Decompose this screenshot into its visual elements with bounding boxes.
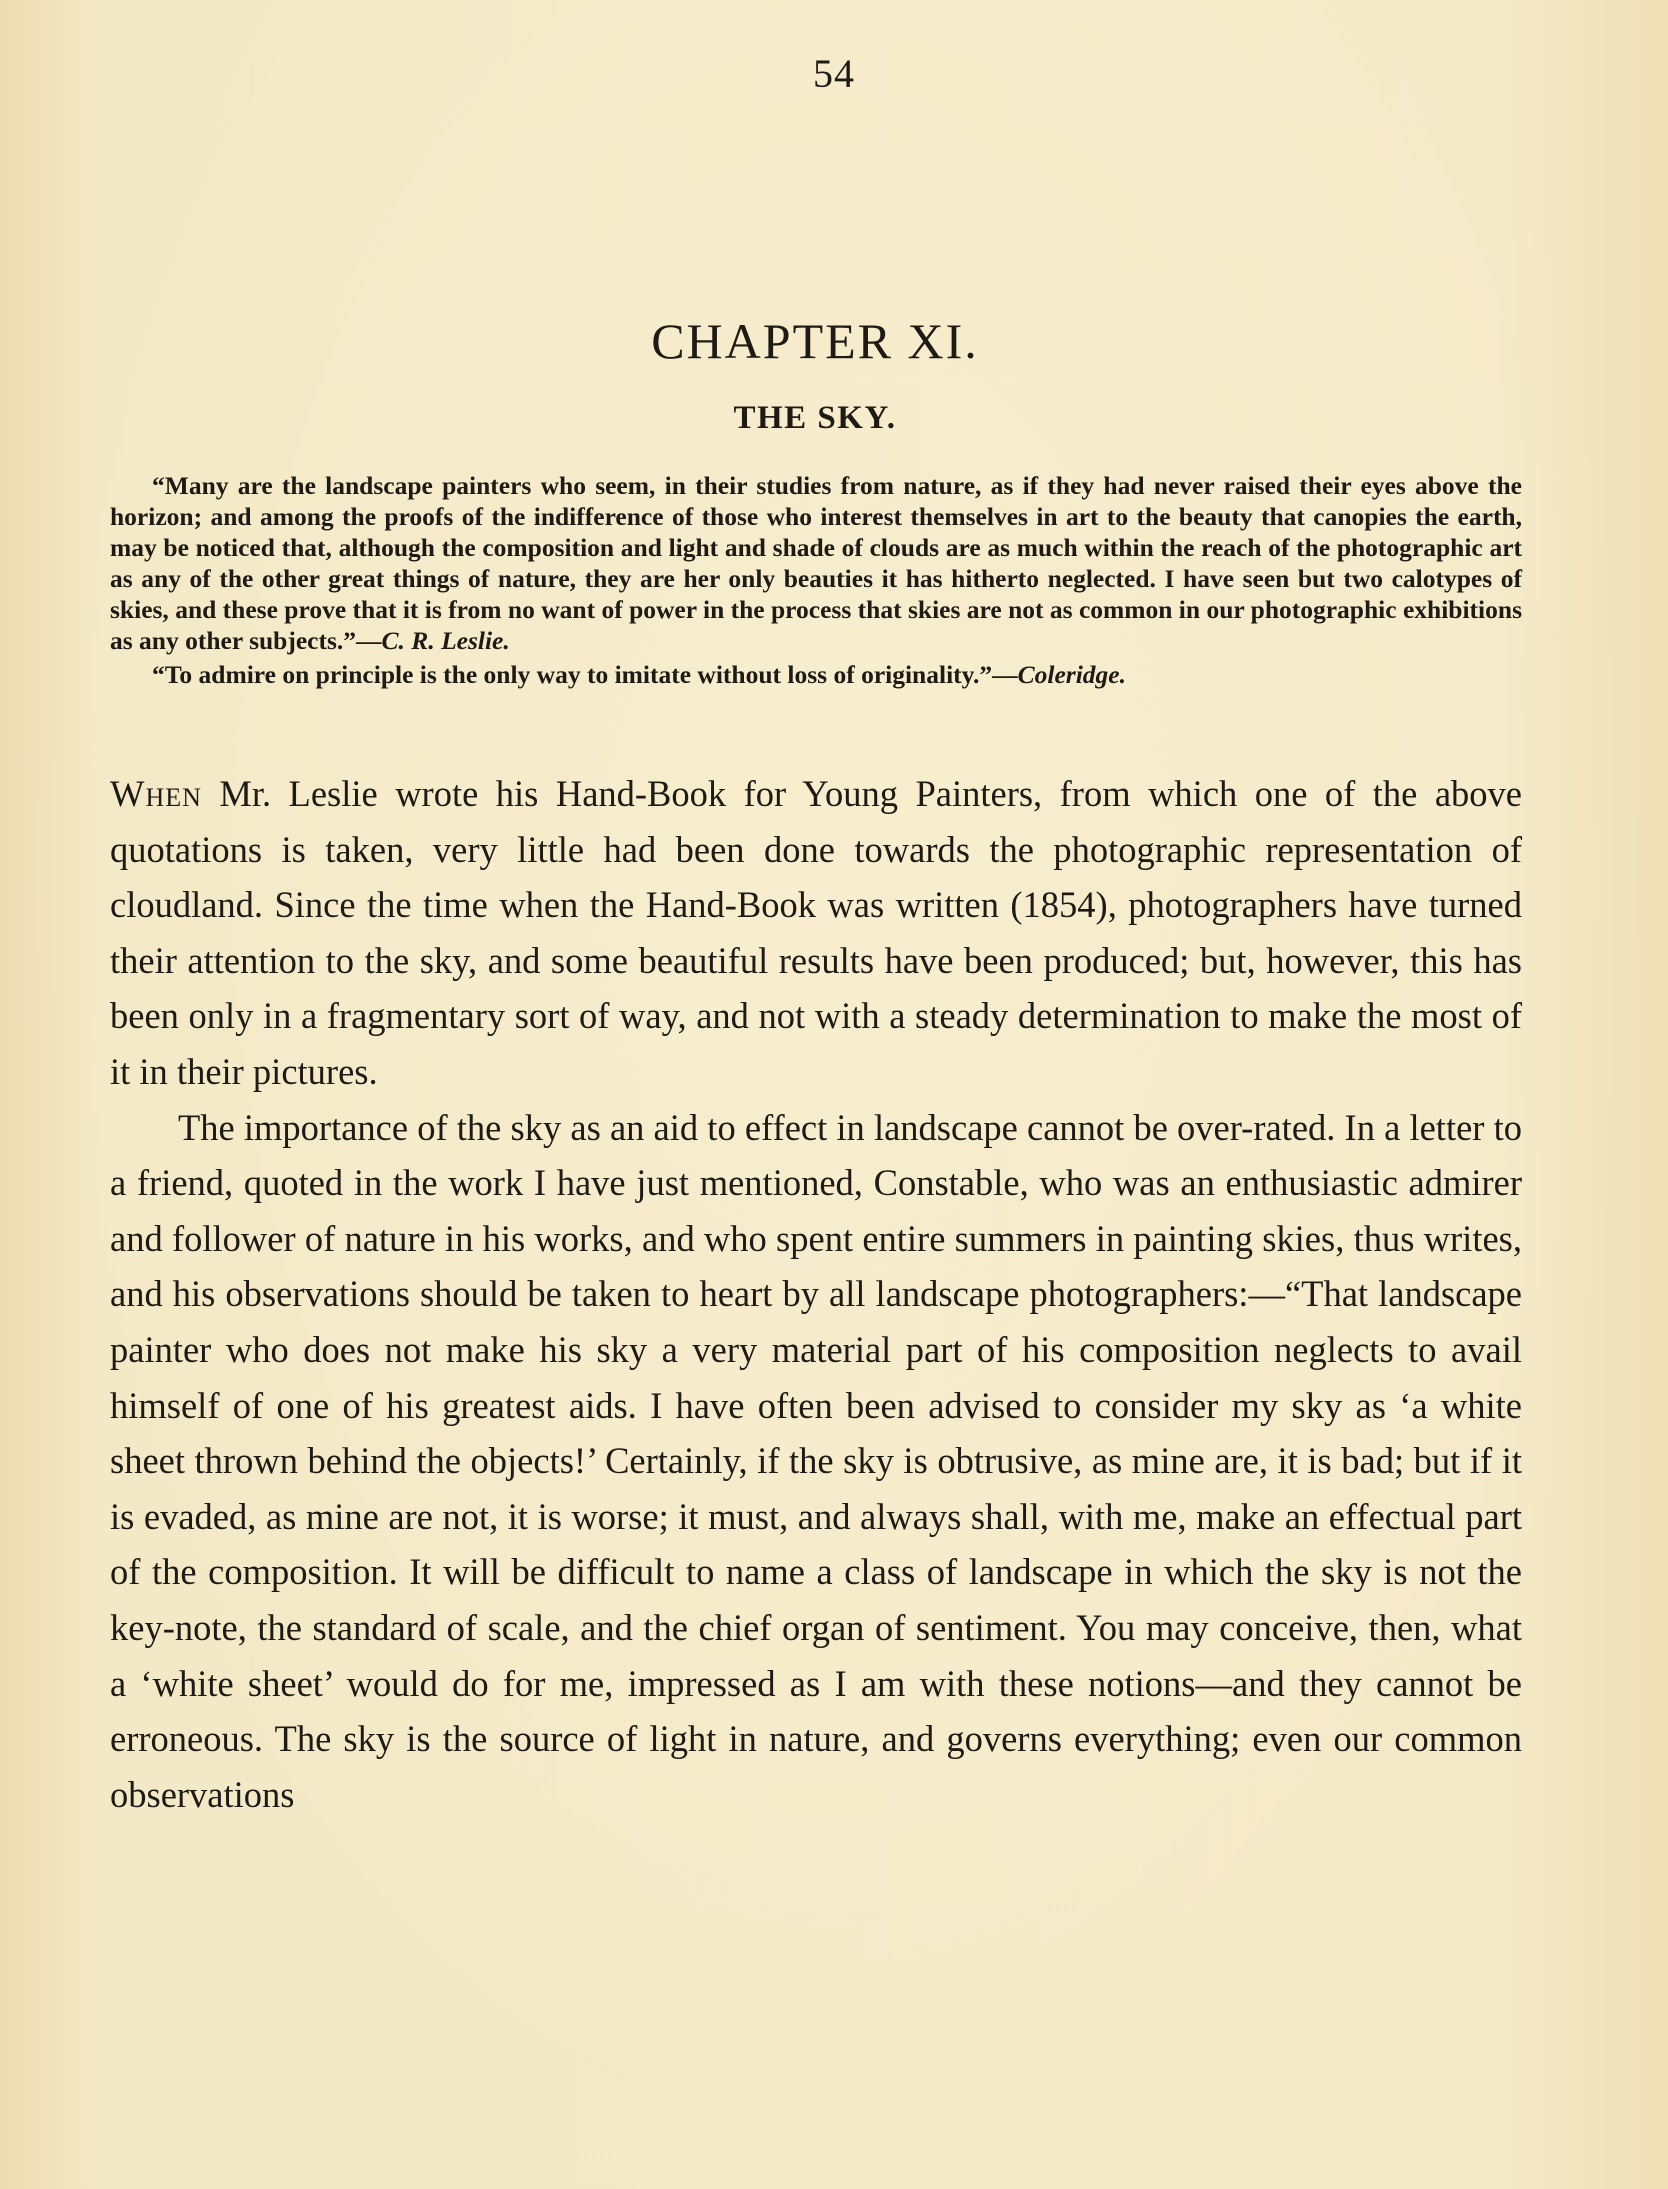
page-number: 54 xyxy=(813,51,855,96)
chapter-subtitle: THE SKY. xyxy=(733,400,897,436)
paragraph-text: The importance of the sky as an aid to effect in landscape cannot be over-rated. In a letter to a friend, quoted in the work I have just mentioned, Constable, who was an enthusiastic admirer and follower of nature in his works, and who spent entire summers in painting skies, thus writes, and his observations should be taken to heart by all landscape photographers:—“That landscape painter who does not make his sky a very material part of his composition neglects to avail himself of one of his greatest aids. I have often been advised to consider my sky as ‘a white sheet thrown behind the objects!’ Certainly, if the sky is obtrusive, as mine are, it is bad; but if it is evaded, as mine are not, it is worse; it must, and always shall, with me, make an effectual part of the composition. It will be difficult to name a class of landscape in which the sky is not the key-note, the standard of scale, and the chief organ of sentiment. You may conceive, then, what a ‘white sheet’ would do for me, impressed as I am with these notions—and they cannot be erroneous. The sky is the source of light in nature, and governs everything; even our common observations xyxy=(110,1106,1522,1815)
epigraph-text: “To admire on principle is the only way to imitate without loss of originality.”— xyxy=(152,660,1018,689)
epigraph-leslie xyxy=(110,470,1522,656)
epigraph-coleridge xyxy=(110,659,1522,690)
body-text xyxy=(110,766,1522,1822)
epigraph-attribution: C. R. Leslie. xyxy=(381,626,510,655)
epigraph-text: “Many are the landscape painters who seem, in their studies from nature, as if they had never raised their eyes above the horizon; and among the proofs of the indifference of those who interest themselves in art to the beauty that canopies the earth, may be noticed that, although the composition and light and shade of clouds are as much within the reach of the photographic art as any of the other great things of nature, they are her only beauties it has hitherto neglected. I have seen but two calotypes of skies, and these prove that it is from no want of power in the process that skies are not as common in our photographic exhibitions as any other subjects.”— xyxy=(110,471,1522,655)
chapter-title: CHAPTER XI. xyxy=(651,313,979,369)
epigraph-block xyxy=(110,470,1522,690)
epigraph-attribution: Coleridge. xyxy=(1017,660,1126,689)
paragraph xyxy=(110,766,1522,1100)
paragraph xyxy=(110,1100,1522,1823)
paragraph-lead-word: When xyxy=(110,773,202,814)
paragraph-text: Mr. Leslie wrote his Hand-Book for Young Painters, from which one of the above quotations is taken, very little had been done towards the photographic representation of cloudland. Since the time when the Hand-Book was written (1854), photographers have turned their attention to the sky, and some beautiful results have been produced; but, however, this has been only in a fragmentary sort of way, and not with a steady determination to make the most of it in their pictures. xyxy=(110,773,1522,1092)
